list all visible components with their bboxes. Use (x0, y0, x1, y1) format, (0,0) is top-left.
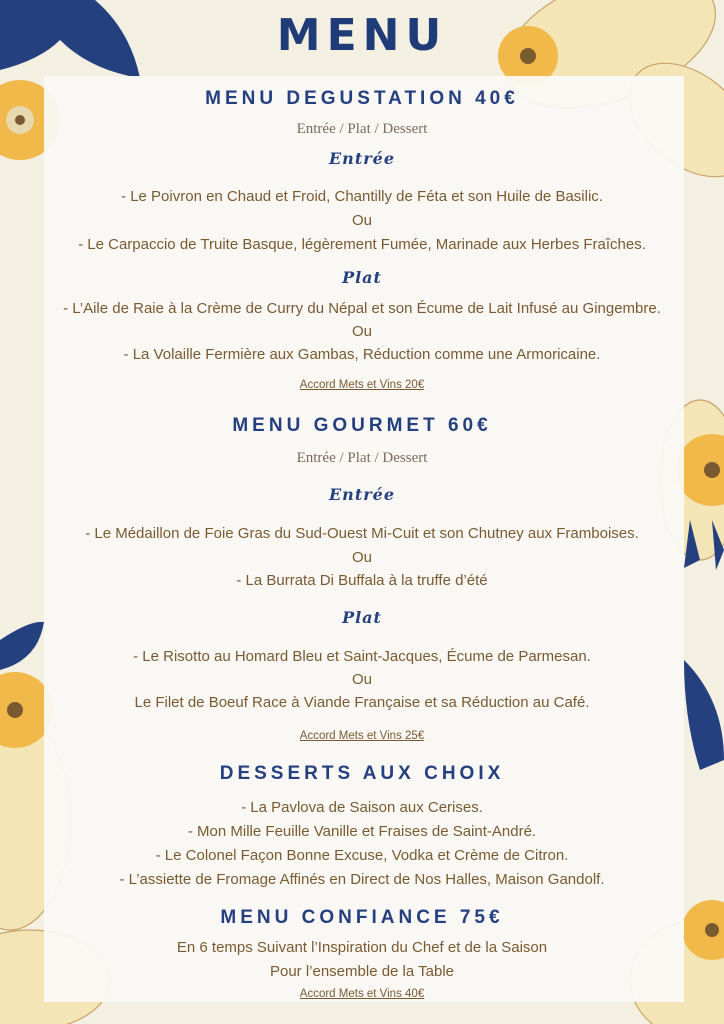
menu-gourmet-heading: MENU GOURMET 60€ (232, 415, 492, 436)
menu-degustation-plat-2: - La Volaille Fermière aux Gambas, Réduction comme une Armoricaine. (123, 346, 601, 363)
dessert-item: - L’assiette de Fromage Affinés en Direct de Nos Halles, Maison Gandolf. (119, 871, 605, 888)
menu-gourmet-courses: Entrée / Plat / Dessert (296, 450, 428, 466)
menu-degustation-plat-label: Plat (342, 268, 382, 287)
desserts-heading: DESSERTS AUX CHOIX (219, 763, 505, 784)
menu-gourmet-plat-2: Le Filet de Boeuf Race à Viande Française et sa Réduction au Café. (134, 694, 590, 711)
menu-degustation-entree-label: Entrée (328, 149, 395, 168)
menu-gourmet-entree-1: - Le Médaillon de Foie Gras du Sud-Ouest Mi-Cuit et son Chutney aux Framboises. (85, 525, 639, 542)
dessert-item: - Le Colonel Façon Bonne Excuse, Vodka et Crème de Citron. (155, 847, 569, 864)
menu-degustation-heading: MENU DEGUSTATION 40€ (205, 88, 519, 109)
menu-degustation-entree-1: - Le Poivron en Chaud et Froid, Chantilly de Féta et son Huile de Basilic. (121, 188, 603, 205)
menu-gourmet-entree-2: - La Burrata Di Buffala à la truffe d’été (236, 572, 488, 589)
menu-gourmet-plat-label: Plat (342, 608, 382, 627)
dessert-item: - La Pavlova de Saison aux Cerises. (241, 799, 483, 816)
menu-gourmet-entree-label: Entrée (328, 485, 395, 504)
menu-gourmet-plat-or: Ou (351, 671, 372, 688)
menu-confiance-line-1: En 6 temps Suivant l’Inspiration du Chef et de la Saison (176, 939, 548, 956)
menu-confiance-wine-pairing-link[interactable]: Accord Mets et Vins 40€ (299, 988, 425, 1000)
menu-gourmet-entree-or: Ou (351, 549, 372, 566)
menu-degustation-entree-2: - Le Carpaccio de Truite Basque, légèrement Fumée, Marinade aux Herbes Fraîches. (78, 236, 646, 253)
menu-degustation-entree-or: Ou (351, 212, 372, 229)
dessert-item: - Mon Mille Feuille Vanille et Fraises de Saint-André. (187, 823, 537, 840)
menu-confiance-line-2: Pour l’ensemble de la Table (269, 963, 454, 980)
page-title: MENU (276, 10, 448, 61)
menu-degustation-courses: Entrée / Plat / Dessert (296, 121, 428, 137)
menu-degustation-wine-pairing-link[interactable]: Accord Mets et Vins 20€ (299, 379, 425, 391)
menu-gourmet-plat-1: - Le Risotto au Homard Bleu et Saint-Jacques, Écume de Parmesan. (133, 648, 591, 665)
menu-gourmet-wine-pairing-link[interactable]: Accord Mets et Vins 25€ (299, 730, 425, 742)
menu-degustation-plat-1: - L’Aile de Raie à la Crème de Curry du Népal et son Écume de Lait Infusé au Gingembre. (63, 300, 661, 317)
menu-degustation-plat-or: Ou (351, 323, 372, 340)
menu-confiance-heading: MENU CONFIANCE 75€ (220, 907, 504, 928)
